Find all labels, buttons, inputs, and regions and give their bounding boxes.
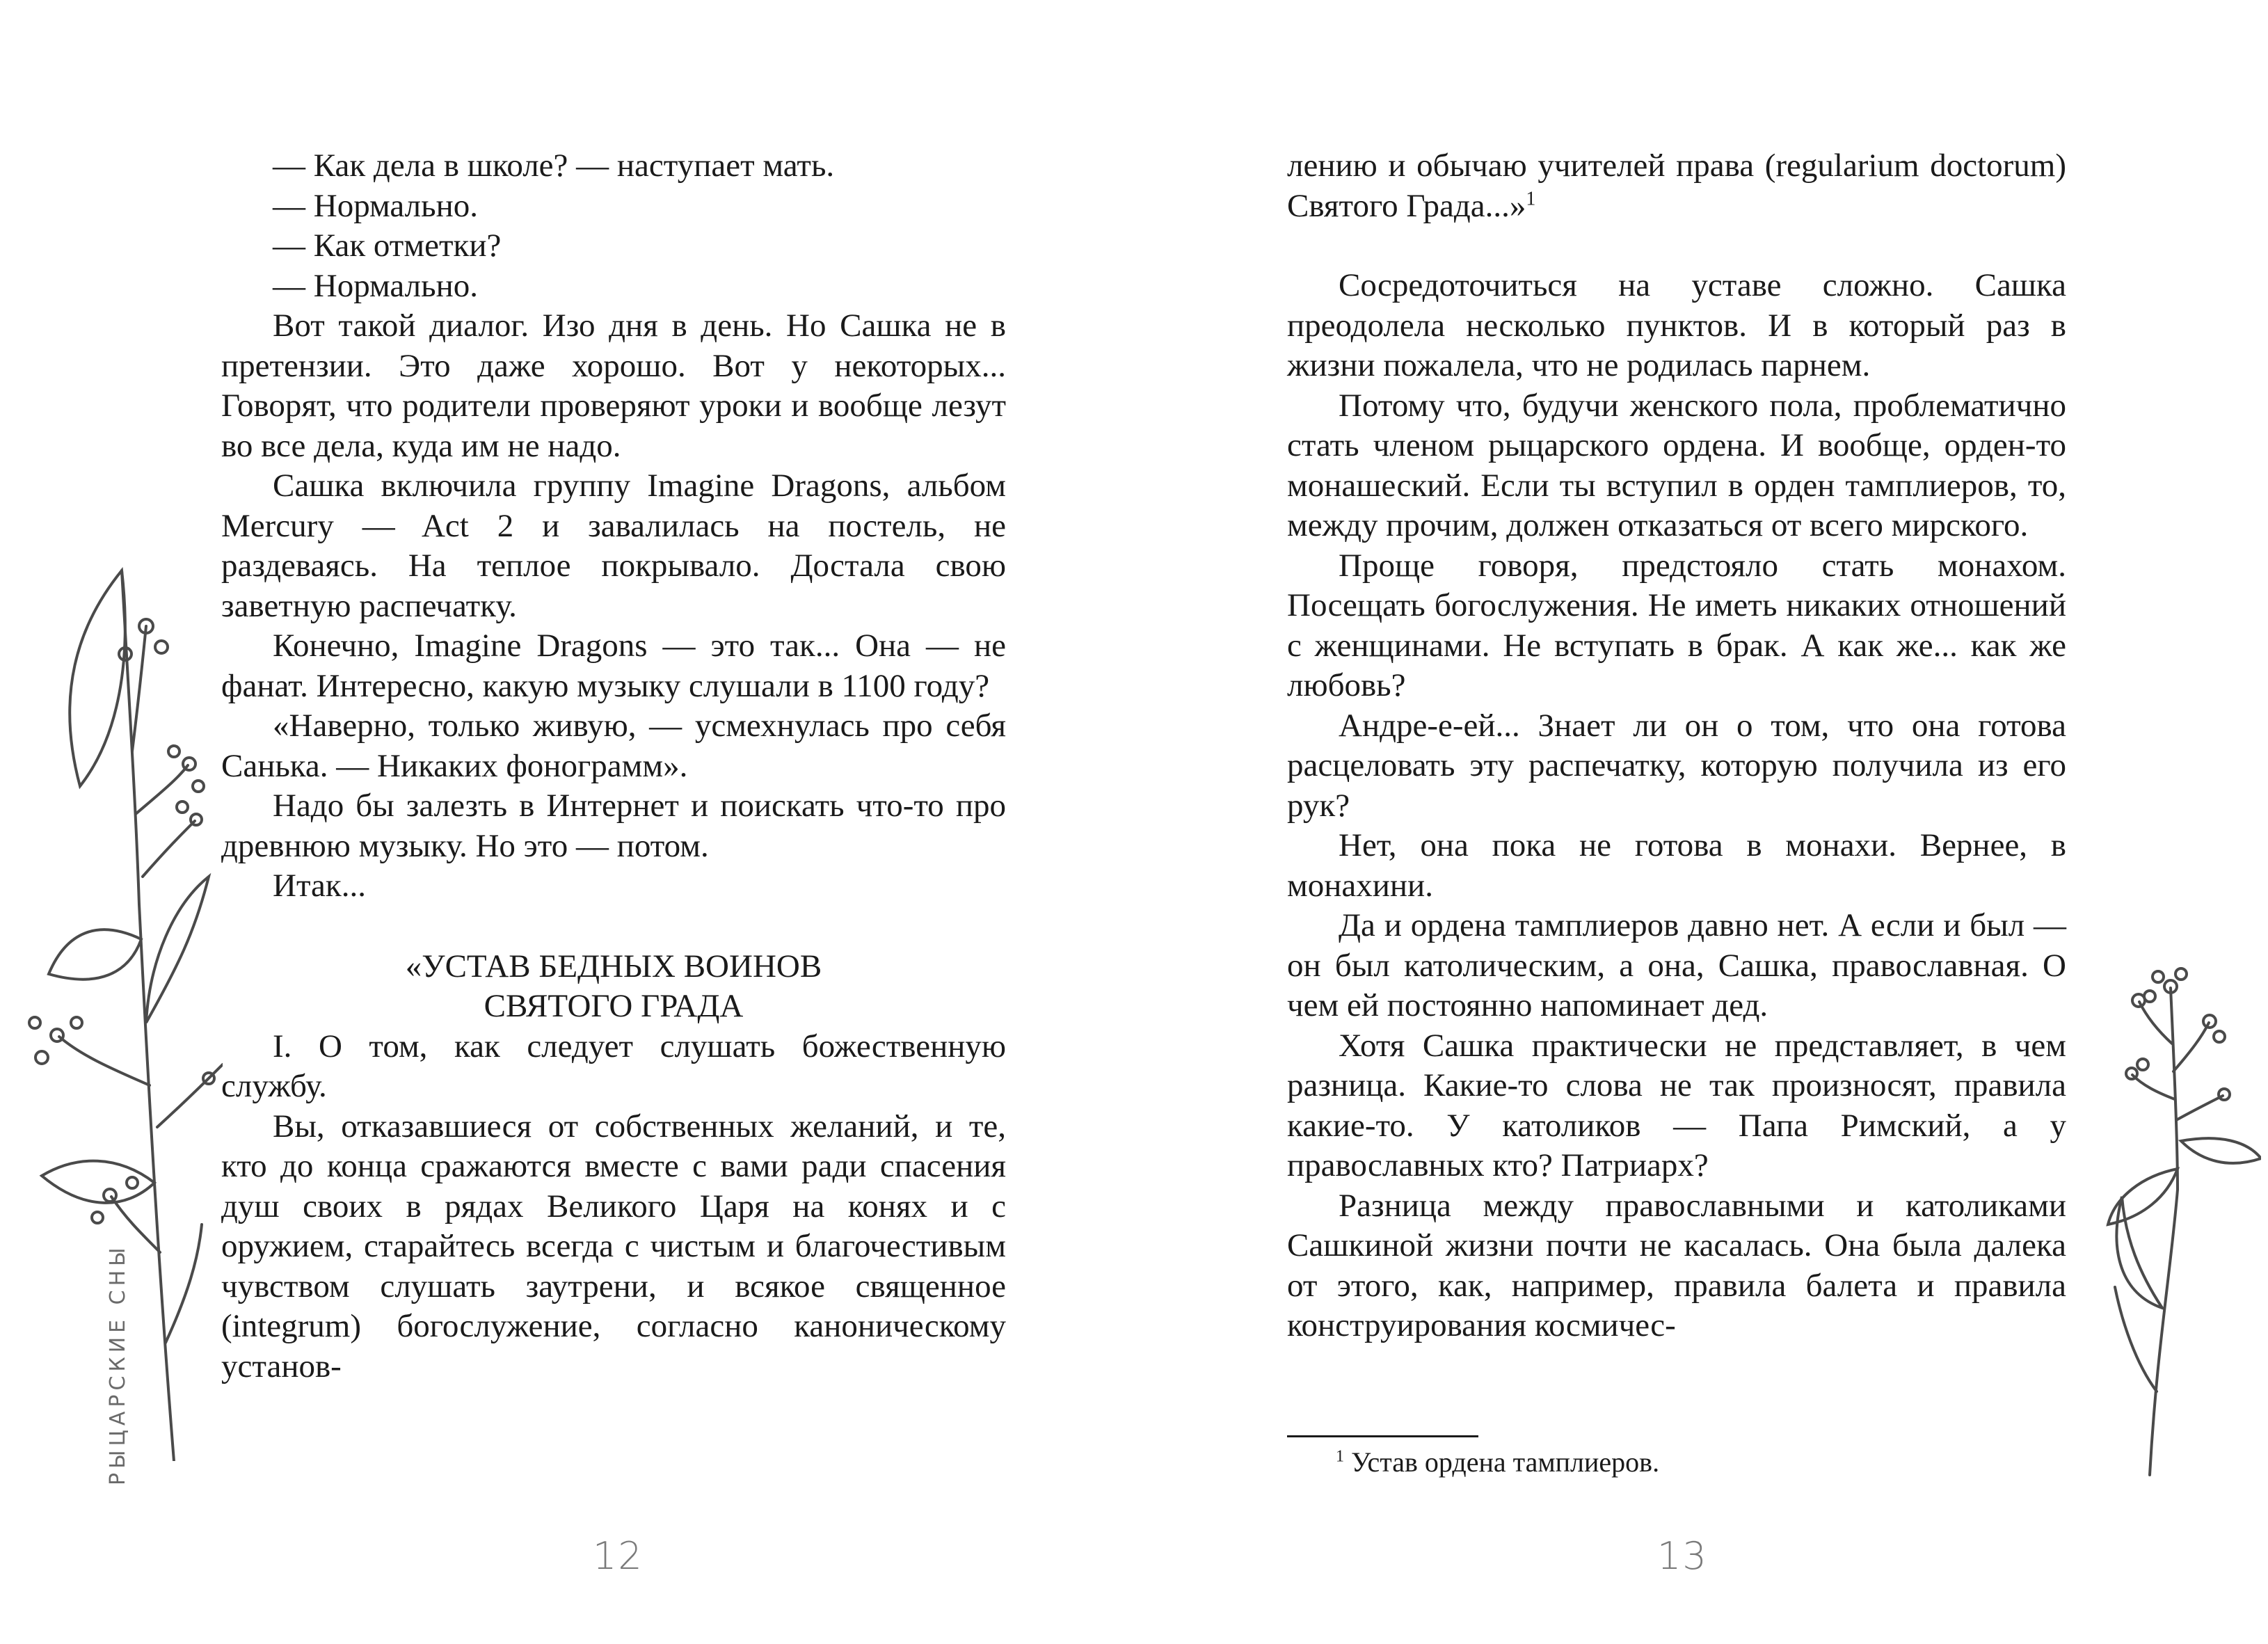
continuation-text: лению и обычаю учителей права (regularium doctorum) Святого Града...» bbox=[1287, 147, 2066, 224]
right-text-column bbox=[1287, 146, 2066, 1346]
page-number: 12 bbox=[593, 1534, 644, 1578]
paragraph: Нет, она пока не готова в монахи. Вернее, в монахини. bbox=[1287, 827, 2066, 904]
paragraph: Хотя Сашка практически не представляет, в чем разница. Какие-то слова не так произносят, правила какие-то. У католиков — Папа Римский, а у православных кто? Патриарх? bbox=[1287, 1027, 2066, 1183]
leafy-branch-illustration-right bbox=[2080, 960, 2261, 1489]
paragraph: Сашка включила группу Imagine Dragons, альбом Mercury — Act 2 и завалилась на постель, не раздеваясь. На теплое покрывало. Достала свою заветную распечатку. bbox=[221, 468, 1006, 624]
footnote-rule bbox=[1287, 1435, 1478, 1437]
page-number: 13 bbox=[1657, 1534, 1708, 1578]
paragraph: Андре-е-ей... Знает ли он о том, что она готова расцеловать эту распечатку, которую получила из его рук? bbox=[1287, 707, 2066, 824]
paragraph: I. О том, как следует слушать божественную службу. bbox=[221, 1028, 1006, 1104]
paragraph: Вот такой диалог. Изо дня в день. Но Сашка не в претензии. Это даже хорошо. Вот у некоторых... Говорят, что родители проверяют уроки и вообще лезут во все дела, куда им не надо. bbox=[221, 308, 1006, 464]
paragraph: Потому что, будучи женского пола, проблематично стать членом рыцарского ордена. И вообще, орден-то монашеский. Если ты вступил в орден тамплиеров, то, между прочим, должен отказаться от всего мирского. bbox=[1287, 387, 2066, 543]
paragraph: — Как отметки? bbox=[273, 228, 502, 264]
paragraph: Вы, отказавшиеся от собственных желаний, и те, кто до конца сражаются вместе с вами ради спасения душ своих в рядах Великого Царя на конях и с оружием, старайтесь всегда с чистым и благочестивым чувством слушать заутрени, и всякое священное (integrum) богослужение, согласно каноническому установ- bbox=[221, 1108, 1006, 1384]
paragraph: Проще говоря, предстояло стать монахом. Посещать богослужения. Не иметь никаких отношений с женщинами. Не вступать в брак. А как же... как же любовь? bbox=[1287, 547, 2066, 703]
footnote bbox=[1336, 1446, 1659, 1479]
left-text-column bbox=[221, 146, 1006, 1387]
paragraph-gap bbox=[1287, 226, 2066, 266]
right-page bbox=[1134, 0, 2268, 1644]
paragraph: — Нормально. bbox=[273, 267, 478, 304]
paragraph: «Наверно, только живую, — усмехнулась про себя Санька. — Никаких фонограмм». bbox=[221, 708, 1006, 784]
footnote-mark: 1 bbox=[1336, 1447, 1344, 1466]
section-heading-line-2: СВЯТОГО ГРАДА bbox=[484, 988, 744, 1024]
paragraph: Разница между православными и католиками Сашкиной жизни почти не касалась. Она была далека от этого, как, например, правила балета и правила конструирования космичес- bbox=[1287, 1187, 2066, 1343]
footnote-text: Устав ордена тамплиеров. bbox=[1351, 1446, 1660, 1478]
paragraph: Итак... bbox=[273, 868, 367, 904]
footnote-reference: 1 bbox=[1526, 187, 1536, 209]
section-heading-line-1: «УСТАВ БЕДНЫХ ВОИНОВ bbox=[405, 948, 822, 984]
paragraph: Да и ордена тамплиеров давно нет. А если и был — он был католическим, а она, Сашка, православная. О чем ей постоянно напоминает дед. bbox=[1287, 907, 2066, 1023]
paragraph: Надо бы залезть в Интернет и поискать что-то про древнюю музыку. Но это — потом. bbox=[221, 788, 1006, 864]
paragraph: — Как дела в школе? — наступает мать. bbox=[273, 147, 835, 184]
paragraph: — Нормально. bbox=[273, 187, 478, 224]
paragraph: Конечно, Imagine Dragons — это так... Она — не фанат. Интересно, какую музыку слушали в 1100 году? bbox=[221, 628, 1006, 704]
paragraph: Сосредоточиться на уставе сложно. Сашка преодолела несколько пунктов. И в который раз в жизни пожалела, что не родилась парнем. bbox=[1287, 267, 2066, 383]
continuation-paragraph bbox=[1287, 146, 2066, 226]
running-head: РЫЦАРСКИЕ СНЫ bbox=[106, 1243, 130, 1485]
